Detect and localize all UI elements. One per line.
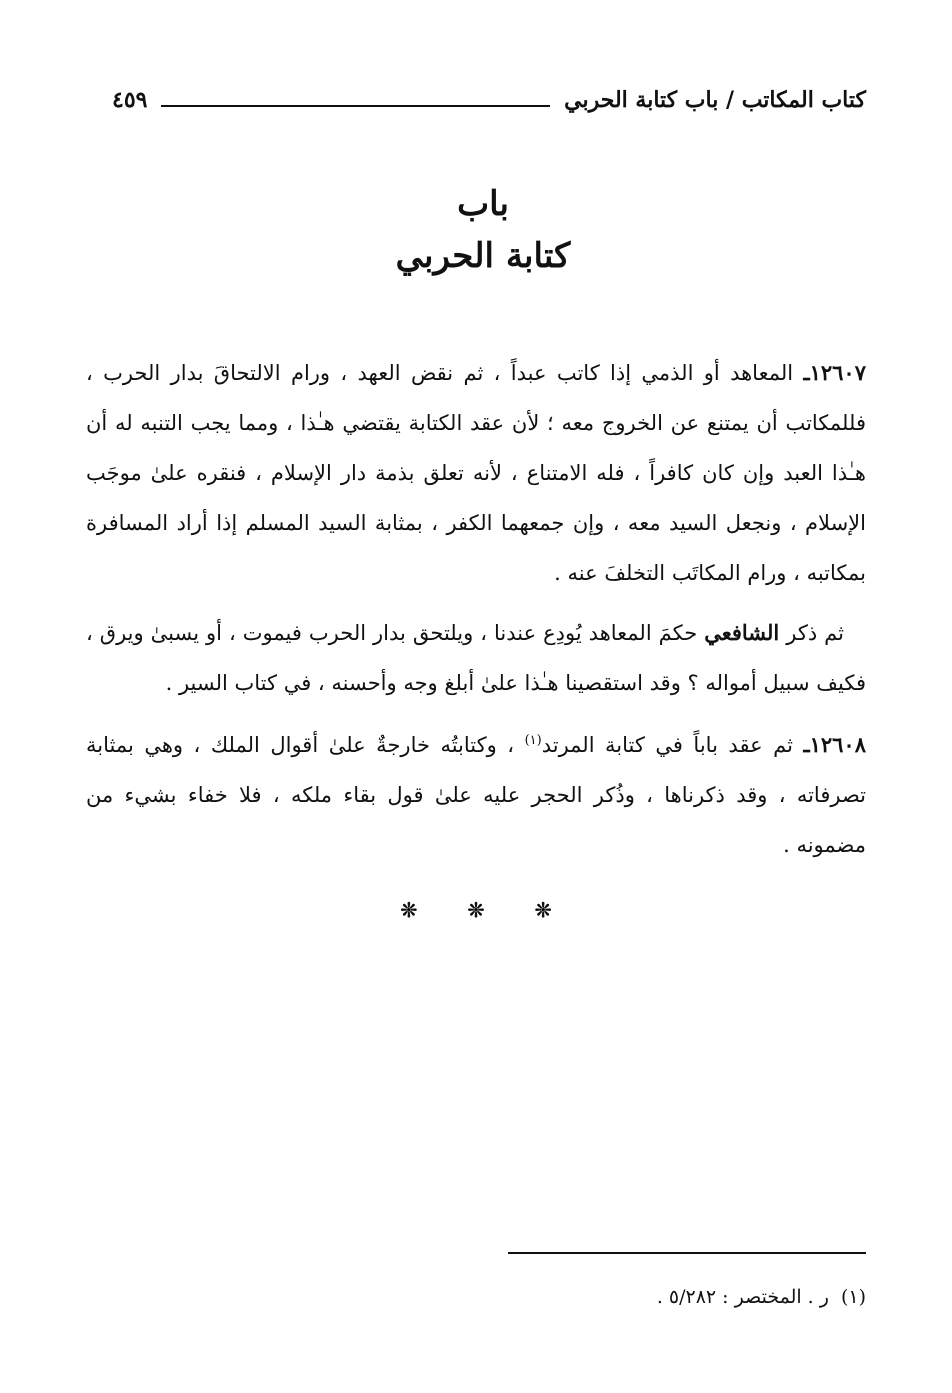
running-title: كتاب المكاتب / باب كتابة الحربي [564,87,866,113]
paragraph-text: ثم ذكر [779,621,845,645]
asterisk-icon: ❊ [400,898,418,922]
section-separator [0,898,952,922]
running-header [112,80,866,120]
paragraph-12608 [86,720,866,870]
footnote-reference: (١) [524,733,542,748]
page-number: ٤٥٩ [112,87,148,113]
chapter-heading-line1: باب [457,184,509,224]
footnote-rule [508,1252,866,1254]
asterisk-icon: ❊ [467,898,485,922]
footnote-text: ر . المختصر : ٥/٢٨٢ . [656,1286,829,1308]
name-shafii: الشافعي [704,620,780,645]
asterisk-icon: ❊ [534,898,552,922]
chapter-heading-line2: كتابة الحربي [395,236,571,276]
header-rule [161,105,550,107]
chapter-heading [0,178,952,282]
footnote-marker: (١) [840,1286,866,1308]
paragraph-text: المعاهد أو الذمي إذا كاتب عبداً ، ثم نقض العهد ، ورام الالتحاقَ بدار الحرب ، فللمكاتب أن يمتنع عن الخروج معه ؛ لأن عقد الكتابة يقتضي هـٰذا ، ومما يجب التنبه له أن هـٰذا العبد وإن كان كافراً ، فله الامتناع ، لأنه تعلق بذمة دار الإسلام ، فنقره علىٰ موجَب الإسلام ، ونجعل السيد معه ، وإن جمعهما الكفر ، بمثابة السيد المسلم إذا أراد المسافرة بمكاتبه ، ورام المكاتَب التخلفَ عنه . [86,361,866,585]
paragraph-text: ، وكتابتُه خارجةٌ علىٰ أقوال الملك ، وهي بمثابة تصرفاته ، وقد ذكرناها ، وذُكر الحجر عليه علىٰ قول بقاء ملكه ، فلا خفاء بشيء من مضمونه . [86,733,866,857]
paragraph-shafii [86,608,866,708]
paragraph-number: ١٢٦٠٨ـ [803,732,866,757]
paragraph-text: حكمَ المعاهد يُودِع عندنا ، ويلتحق بدار الحرب فيموت ، أو يسبىٰ ويرق ، فكيف سبيل أمواله ؟ وقد استقصينا هـٰذا علىٰ أبلغ وجه وأحسنه ، في كتاب السير . [86,621,866,695]
paragraph-number: ١٢٦٠٧ـ [803,360,866,385]
paragraph-gap [86,708,866,720]
body-text [86,348,866,870]
paragraph-12607 [86,348,866,598]
paragraph-gap [86,598,866,608]
paragraph-text: ثم عقد باباً في كتابة المرتد [541,733,804,757]
footnote [86,1282,866,1312]
